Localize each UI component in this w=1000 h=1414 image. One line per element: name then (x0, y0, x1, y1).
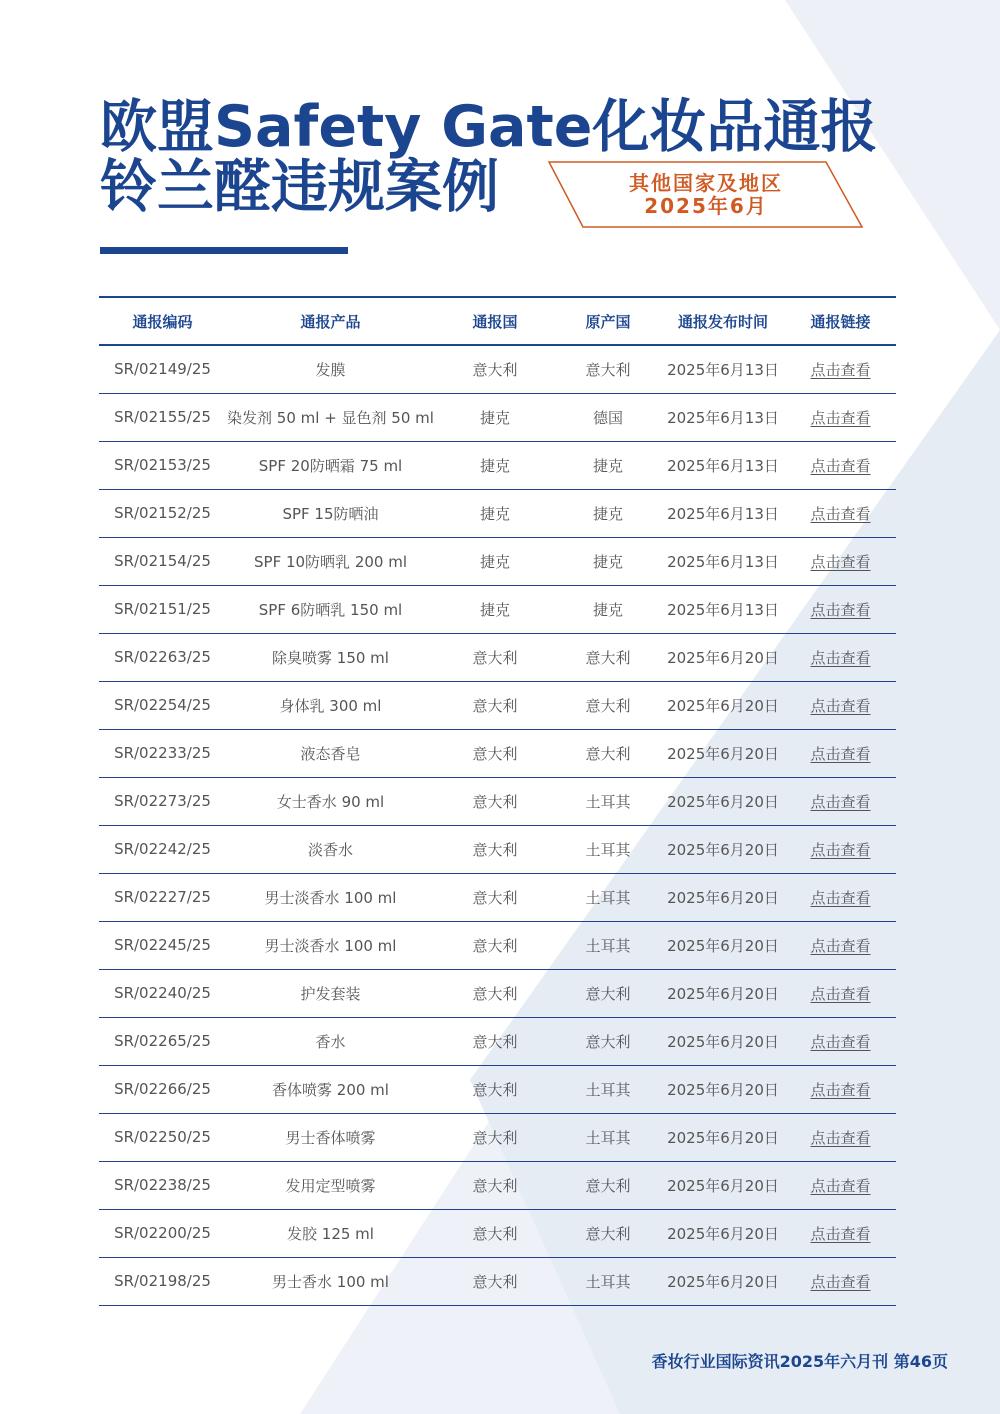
cell-origin-country: 捷克 (555, 489, 661, 537)
cell-product: 香水 (226, 1017, 435, 1065)
cell-date: 2025年6月20日 (661, 633, 785, 681)
cell-notifying-country: 捷克 (435, 537, 555, 585)
cell-notifying-country: 意大利 (435, 825, 555, 873)
cell-date: 2025年6月20日 (661, 729, 785, 777)
view-link[interactable]: 点击查看 (785, 1257, 896, 1305)
table-row (99, 537, 896, 585)
cell-product: 发胶 125 ml (226, 1209, 435, 1257)
cell-date: 2025年6月20日 (661, 873, 785, 921)
cell-product: 染发剂 50 ml + 显色剂 50 ml (226, 393, 435, 441)
table-row (99, 969, 896, 1017)
cell-code: SR/02155/25 (99, 393, 226, 441)
cell-origin-country: 土耳其 (555, 921, 661, 969)
cell-code: SR/02200/25 (99, 1209, 226, 1257)
cell-notifying-country: 意大利 (435, 1161, 555, 1209)
cell-notifying-country: 意大利 (435, 921, 555, 969)
view-link[interactable]: 点击查看 (785, 1161, 896, 1209)
cell-origin-country: 捷克 (555, 585, 661, 633)
view-link[interactable]: 点击查看 (785, 921, 896, 969)
region-date-tag (548, 160, 864, 230)
cell-origin-country: 土耳其 (555, 1113, 661, 1161)
table-row (99, 633, 896, 681)
cell-product: 护发套装 (226, 969, 435, 1017)
tag-text (548, 172, 864, 218)
table-row (99, 777, 896, 825)
cell-product: SPF 20防晒霜 75 ml (226, 441, 435, 489)
cell-date: 2025年6月13日 (661, 537, 785, 585)
cell-origin-country: 捷克 (555, 537, 661, 585)
table-row (99, 873, 896, 921)
table-row (99, 729, 896, 777)
cell-code: SR/02154/25 (99, 537, 226, 585)
page-footer: 香妆行业国际资讯2025年六月刊 第46页 (651, 1352, 948, 1371)
cell-notifying-country: 意大利 (435, 633, 555, 681)
cell-code: SR/02240/25 (99, 969, 226, 1017)
cell-product: 发用定型喷雾 (226, 1161, 435, 1209)
cell-notifying-country: 捷克 (435, 585, 555, 633)
cell-notifying-country: 意大利 (435, 729, 555, 777)
cell-product: SPF 6防晒乳 150 ml (226, 585, 435, 633)
view-link[interactable]: 点击查看 (785, 1065, 896, 1113)
cell-code: SR/02250/25 (99, 1113, 226, 1161)
table-row (99, 1257, 896, 1305)
cell-date: 2025年6月13日 (661, 393, 785, 441)
column-header-product: 通报产品 (226, 297, 435, 345)
cell-product: 发膜 (226, 345, 435, 393)
cell-notifying-country: 意大利 (435, 1065, 555, 1113)
table-row (99, 585, 896, 633)
table-row (99, 1161, 896, 1209)
column-header-publish-date: 通报发布时间 (661, 297, 785, 345)
table-row (99, 681, 896, 729)
cell-origin-country: 土耳其 (555, 1065, 661, 1113)
cell-product: 女士香水 90 ml (226, 777, 435, 825)
cell-product: 香体喷雾 200 ml (226, 1065, 435, 1113)
view-link[interactable]: 点击查看 (785, 681, 896, 729)
view-link[interactable]: 点击查看 (785, 1017, 896, 1065)
cell-date: 2025年6月20日 (661, 1017, 785, 1065)
cell-date: 2025年6月20日 (661, 681, 785, 729)
cell-origin-country: 意大利 (555, 729, 661, 777)
cell-product: 身体乳 300 ml (226, 681, 435, 729)
view-link[interactable]: 点击查看 (785, 537, 896, 585)
view-link[interactable]: 点击查看 (785, 1209, 896, 1257)
cell-product: 液态香皂 (226, 729, 435, 777)
view-link[interactable]: 点击查看 (785, 873, 896, 921)
cell-origin-country: 意大利 (555, 1209, 661, 1257)
page-title-line-2: 铃兰醛违规案例 (100, 154, 499, 220)
cell-notifying-country: 捷克 (435, 489, 555, 537)
view-link[interactable]: 点击查看 (785, 729, 896, 777)
cell-notifying-country: 意大利 (435, 1017, 555, 1065)
cell-code: SR/02153/25 (99, 441, 226, 489)
cell-origin-country: 意大利 (555, 1161, 661, 1209)
cell-date: 2025年6月20日 (661, 969, 785, 1017)
table-row (99, 393, 896, 441)
tag-region: 其他国家及地区 (629, 171, 783, 195)
cell-date: 2025年6月13日 (661, 441, 785, 489)
cell-code: SR/02151/25 (99, 585, 226, 633)
cell-date: 2025年6月20日 (661, 825, 785, 873)
cell-origin-country: 土耳其 (555, 873, 661, 921)
view-link[interactable]: 点击查看 (785, 585, 896, 633)
cell-notifying-country: 捷克 (435, 393, 555, 441)
cell-product: 男士淡香水 100 ml (226, 873, 435, 921)
cell-notifying-country: 意大利 (435, 969, 555, 1017)
table-row (99, 1113, 896, 1161)
cell-origin-country: 意大利 (555, 969, 661, 1017)
table-row (99, 921, 896, 969)
table-row (99, 825, 896, 873)
cell-product: 淡香水 (226, 825, 435, 873)
cell-date: 2025年6月20日 (661, 1161, 785, 1209)
column-header-origin-country: 原产国 (555, 297, 661, 345)
cell-product: 除臭喷雾 150 ml (226, 633, 435, 681)
view-link[interactable]: 点击查看 (785, 633, 896, 681)
cell-notifying-country: 意大利 (435, 873, 555, 921)
cell-origin-country: 土耳其 (555, 777, 661, 825)
view-link[interactable]: 点击查看 (785, 393, 896, 441)
cell-code: SR/02245/25 (99, 921, 226, 969)
title-underline (100, 247, 348, 254)
table-row (99, 1017, 896, 1065)
view-link[interactable]: 点击查看 (785, 969, 896, 1017)
cell-origin-country: 意大利 (555, 633, 661, 681)
cell-date: 2025年6月20日 (661, 1257, 785, 1305)
cell-code: SR/02273/25 (99, 777, 226, 825)
cell-code: SR/02242/25 (99, 825, 226, 873)
table-row (99, 489, 896, 537)
cell-code: SR/02254/25 (99, 681, 226, 729)
cell-product: 男士香体喷雾 (226, 1113, 435, 1161)
notification-table (99, 296, 896, 1306)
cell-notifying-country: 捷克 (435, 441, 555, 489)
cell-code: SR/02227/25 (99, 873, 226, 921)
cell-date: 2025年6月20日 (661, 777, 785, 825)
view-link[interactable]: 点击查看 (785, 345, 896, 393)
cell-notifying-country: 意大利 (435, 1113, 555, 1161)
cell-origin-country: 德国 (555, 393, 661, 441)
cell-origin-country: 意大利 (555, 1017, 661, 1065)
cell-notifying-country: 意大利 (435, 1257, 555, 1305)
cell-product: SPF 10防晒乳 200 ml (226, 537, 435, 585)
table-row (99, 345, 896, 393)
cell-product: SPF 15防晒油 (226, 489, 435, 537)
cell-date: 2025年6月13日 (661, 345, 785, 393)
table-row (99, 441, 896, 489)
cell-origin-country: 土耳其 (555, 1257, 661, 1305)
column-header-notifying-country: 通报国 (435, 297, 555, 345)
cell-notifying-country: 意大利 (435, 777, 555, 825)
cell-code: SR/02238/25 (99, 1161, 226, 1209)
cell-origin-country: 捷克 (555, 441, 661, 489)
column-header-code: 通报编码 (99, 297, 226, 345)
view-link[interactable]: 点击查看 (785, 489, 896, 537)
page-title-line-1: 欧盟Safety Gate化妆品通报 (100, 94, 878, 160)
cell-date: 2025年6月20日 (661, 1065, 785, 1113)
cell-code: SR/02233/25 (99, 729, 226, 777)
cell-date: 2025年6月20日 (661, 1113, 785, 1161)
cell-notifying-country: 意大利 (435, 345, 555, 393)
table-row (99, 1065, 896, 1113)
cell-code: SR/02149/25 (99, 345, 226, 393)
cell-product: 男士淡香水 100 ml (226, 921, 435, 969)
view-link[interactable]: 点击查看 (785, 1113, 896, 1161)
cell-date: 2025年6月20日 (661, 921, 785, 969)
cell-product: 男士香水 100 ml (226, 1257, 435, 1305)
cell-date: 2025年6月13日 (661, 489, 785, 537)
cell-code: SR/02198/25 (99, 1257, 226, 1305)
cell-date: 2025年6月20日 (661, 1209, 785, 1257)
cell-origin-country: 意大利 (555, 345, 661, 393)
table-row (99, 1209, 896, 1257)
cell-code: SR/02263/25 (99, 633, 226, 681)
view-link[interactable]: 点击查看 (785, 777, 896, 825)
cell-origin-country: 土耳其 (555, 825, 661, 873)
view-link[interactable]: 点击查看 (785, 825, 896, 873)
tag-date: 2025年6月 (644, 194, 768, 218)
cell-code: SR/02152/25 (99, 489, 226, 537)
cell-notifying-country: 意大利 (435, 1209, 555, 1257)
cell-code: SR/02265/25 (99, 1017, 226, 1065)
column-header-link: 通报链接 (785, 297, 896, 345)
table-header-row (99, 297, 896, 345)
cell-code: SR/02266/25 (99, 1065, 226, 1113)
cell-notifying-country: 意大利 (435, 681, 555, 729)
cell-date: 2025年6月13日 (661, 585, 785, 633)
view-link[interactable]: 点击查看 (785, 441, 896, 489)
cell-origin-country: 意大利 (555, 681, 661, 729)
